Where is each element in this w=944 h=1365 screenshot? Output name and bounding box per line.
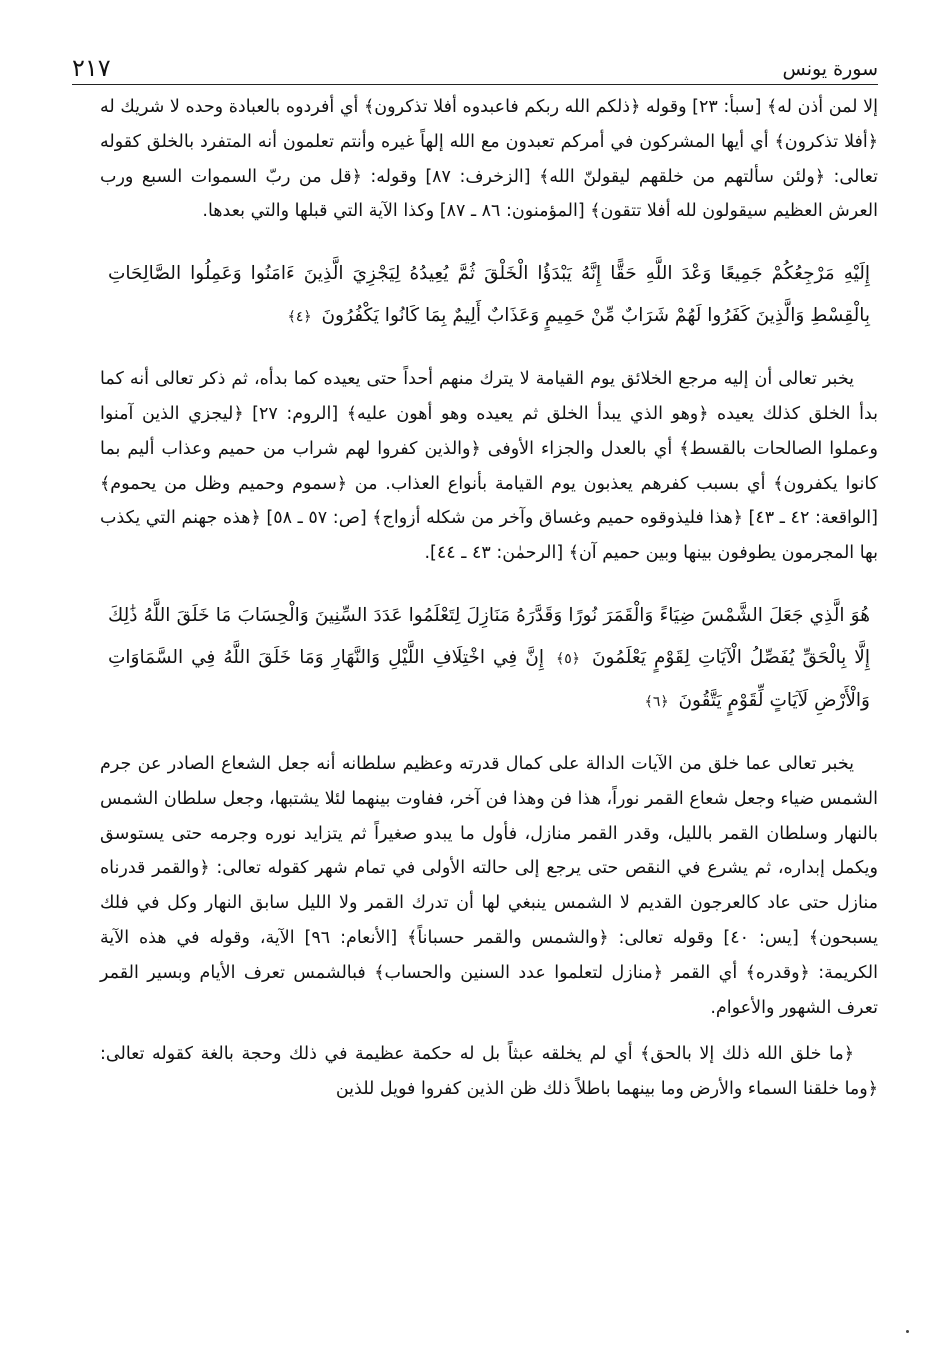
page-number: ٢١٧ [72, 54, 111, 82]
surah-title: سورة يونس [782, 58, 878, 80]
scan-speck [906, 1330, 909, 1333]
spacer [100, 229, 878, 253]
spacer [100, 723, 878, 747]
commentary-paragraph-3: يخبر تعالى عما خلق من الآيات الدالة على كمال قدرته وعظيم سلطانه أنه جعل الشعاع الصادر عن جرم الشمس ضياء وجعل شعاع القمر نوراً، هذا فن وهذا فن آخر، ففاوت بينهما لئلا يشتبها، وجعل سلطان الشمس بالنهار وسلطان القمر بالليل، وقدر القمر منازل، فأول ما يبدو صغيراً ثم يتزايد نوره وجرمه حتى يستوسق ويكمل إبداره، ثم يشرع في النقص حتى يرجع إلى حالته الأولى في تمام شهر كقوله تعالى: ﴿والقمر قدرناه منازل حتى عاد كالعرجون القديم لا الشمس ينبغي لها أن تدرك القمر ولا الليل سابق النهار وكل في فلك يسبحون﴾ [يس: ٤٠] وقوله تعالى: ﴿والشمس والقمر حسباناً﴾ [الأنعام: ٩٦] الآية، وقوله في هذه الآية الكريمة: ﴿وقدره﴾ أي القمر ﴿منازل لتعلموا عدد السنين والحساب﴾ فبالشمس تعرف الأيام وبسير القمر تعرف الشهور والأعوام. [100, 753, 878, 1018]
commentary-paragraph-1: إلا لمن أذن له﴾ [سبأ: ٢٣] وقوله ﴿ذلكم الله ربكم فاعبدوه أفلا تذكرون﴾ أي أفردوه بالعبادة وحده لا شريك له ﴿أفلا تذكرون﴾ أي أيها المشركون في أمركم تعبدون مع الله إلهاً غيره وأنتم تعلمون أنه المتفرد بالخلق كقوله تعالى: ﴿ولئن سألتهم من خلقهم ليقولنّ الله﴾ [الزخرف: ٨٧] وقوله: ﴿قل من ربّ السموات السبع ورب العرش العظيم سيقولون لله أفلا تتقون﴾ [المؤمنون: ٨٦ ـ ٨٧] وكذا الآية التي قبلها والتي بعدها. [100, 97, 878, 222]
verse-text: إِلَيْهِ مَرْجِعُكُمْ جَمِيعًا وَعْدَ اللَّهِ حَقًّا إِنَّهُ يَبْدَؤُا الْخَلْقَ ثُمَّ يُعِيدُهُ لِيَجْزِيَ الَّذِينَ ءَامَنُوا وَعَمِلُوا الصَّالِحَاتِ بِالْقِسْطِ وَالَّذِينَ كَفَرُوا لَهُمْ شَرَابٌ مِّنْ حَمِيمٍ وَعَذَابٌ أَلِيمٌ بِمَا كَانُوا يَكْفُرُونَ [108, 263, 870, 327]
page-body [100, 90, 878, 1107]
commentary-paragraph-2: يخبر تعالى أن إليه مرجع الخلائق يوم القيامة لا يترك منهم أحداً حتى يعيده كما بدأه، ثم ذكر تعالى أنه كما بدأ الخلق كذلك يعيده ﴿وهو الذي يبدأ الخلق ثم يعيده وهو أهون عليه﴾ [الروم: ٢٧] ﴿ليجزي الذين آمنوا وعملوا الصالحات بالقسط﴾ أي بالعدل والجزاء الأوفى ﴿والذين كفروا لهم شراب من حميم وعذاب أليم بما كانوا يكفرون﴾ أي بسبب كفرهم يعذبون يوم القيامة بأنواع العذاب. من ﴿سموم وحميم وظل من يحموم﴾ [الواقعة: ٤٢ ـ ٤٣] ﴿هذا فليذوقوه حميم وغساق وآخر من شكله أزواج﴾ [ص: ٥٧ ـ ٥٨] ﴿هذه جهنم التي يكذب بها المجرمون يطوفون بينها وبين حميم آن﴾ [الرحمٰن: ٤٣ ـ ٤٤]. [100, 369, 879, 564]
verse-number-marker: ﴿٥﴾ [556, 650, 580, 667]
quran-verses-5-6 [100, 595, 878, 723]
commentary-paragraph-4: ﴿ما خلق الله ذلك إلا بالحق﴾ أي لم يخلقه عبثاً بل له حكمة عظيمة في ذلك وحجة بالغة كقوله تعالى: ﴿وما خلقنا السماء والأرض وما بينهما باطلاً ذلك ظن الذين كفروا فويل للذين [100, 1044, 878, 1100]
verse-number-marker: ﴿٤﴾ [287, 309, 312, 326]
verse-text: هُوَ الَّذِي جَعَلَ الشَّمْسَ ضِيَاءً وَالْقَمَرَ نُورًا وَقَدَّرَهُ مَنَازِلَ لِتَعْلَمُوا عَدَدَ السِّنِينَ وَالْحِسَابَ مَا خَلَقَ اللَّهُ ذَٰلِكَ إِلَّا بِالْحَقِّ يُفَصِّلُ الْآيَاتِ لِقَوْمٍ يَعْلَمُونَ [108, 604, 870, 668]
spacer [100, 571, 878, 595]
verse-text: إِنَّ فِي اخْتِلَافِ اللَّيْلِ وَالنَّهَارِ وَمَا خَلَقَ اللَّهُ فِي السَّمَاوَاتِ وَالْأَرْضِ لَآيَاتٍ لِّقَوْمٍ يَتَّقُونَ [108, 646, 870, 711]
spacer [100, 1025, 878, 1037]
spacer [100, 338, 878, 362]
page-header [72, 50, 878, 85]
verse-number-marker: ﴿٦﴾ [644, 693, 669, 710]
quran-verse-4 [100, 253, 878, 338]
